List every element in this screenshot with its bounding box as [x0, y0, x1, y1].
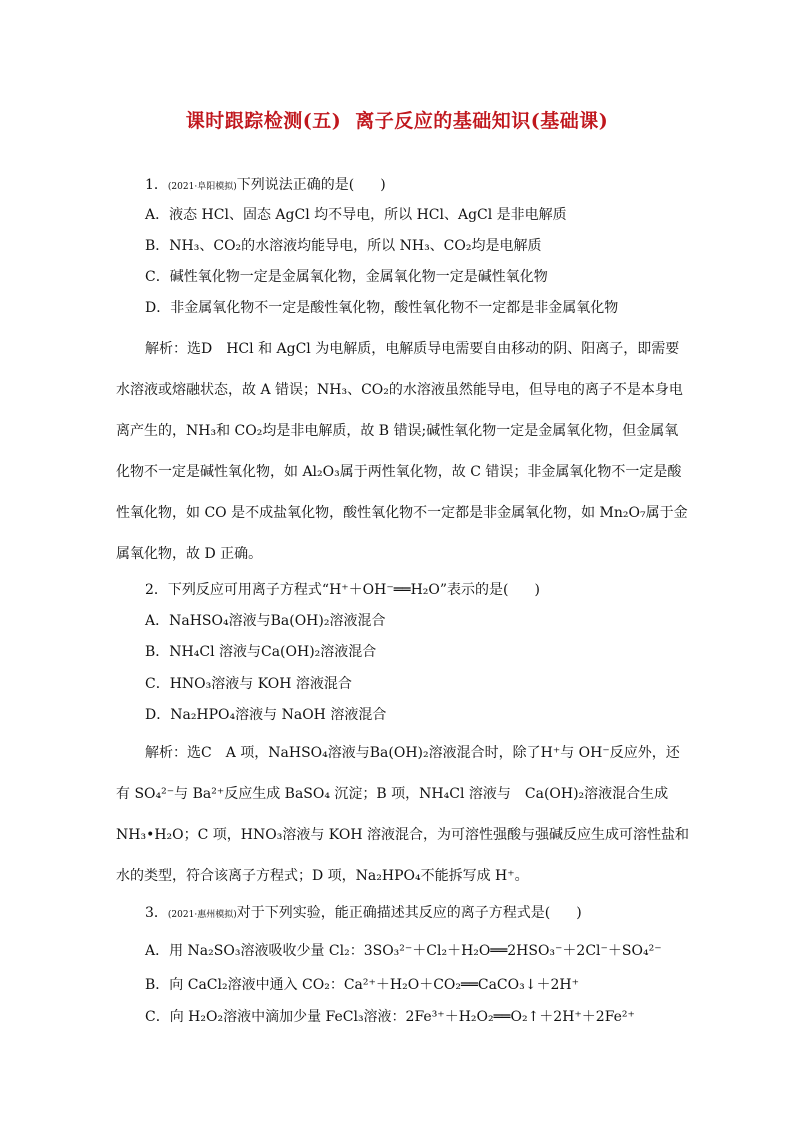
question-1-option-c: C．碱性氧化物一定是金属氧化物，金属氧化物一定是碱性氧化物 — [145, 269, 548, 285]
question-1-analysis-line: 解析：选D HCl 和 AgCl 为电解质，电解质导电需要自由移动的阴、阳离子，即需要 — [145, 341, 680, 357]
question-1-stem: 1．(2021·阜阳模拟)下列说法正确的是( ) — [145, 177, 386, 193]
question-3-stem: 3．(2021·惠州模拟)对于下列实验，能正确描述其反应的离子方程式是( ) — [145, 905, 582, 921]
question-2-option-b: B．NH₄Cl 溶液与Ca(OH)₂溶液混合 — [145, 644, 377, 660]
question-2-option-a: A．NaHSO₄溶液与Ba(OH)₂溶液混合 — [145, 613, 386, 629]
question-1-source: (2021·阜阳模拟) — [167, 182, 237, 192]
page-title — [0, 106, 794, 133]
title-part2: 离子反应的基础知识(基础课) — [355, 110, 609, 132]
question-3-option-b: B．向 CaCl₂溶液中通入 CO₂：Ca²⁺＋H₂O＋CO₂══CaCO₃↓＋2H⁺ — [145, 977, 579, 993]
question-2-analysis-line: 解析：选C A 项，NaHSO₄溶液与Ba(OH)₂溶液混合时，除了H⁺与 OH⁻反应外，还 — [145, 745, 680, 761]
question-2-option-d: D．Na₂HPO₄溶液与 NaOH 溶液混合 — [145, 707, 387, 723]
question-1-analysis-line: 化物不一定是碱性氧化物，如 Al₂O₃属于两性氧化物，故 C 错误；非金属氧化物不一定是酸 — [116, 464, 682, 480]
question-1-option-a: A．液态 HCl、固态 AgCl 均不导电，所以 HCl、AgCl 是非电解质 — [145, 207, 567, 223]
question-1-analysis-line: 离产生的，NH₃和 CO₂均是非电解质，故 B 错误;碱性氧化物一定是金属氧化物，但金属氧 — [116, 423, 679, 439]
question-1-analysis-line: 水溶液或熔融状态，故 A 错误；NH₃、CO₂的水溶液虽然能导电，但导电的离子不是本身电 — [116, 382, 683, 398]
question-2-option-c: C．HNO₃溶液与 KOH 溶液混合 — [145, 676, 352, 692]
question-3-option-a: A．用 Na₂SO₃溶液吸收少量 Cl₂：3SO₃²⁻＋Cl₂＋H₂O══2HSO₃⁻＋2Cl⁻＋SO₄²⁻ — [145, 943, 662, 959]
question-1-analysis-line: 属氧化物，故 D 正确。 — [116, 546, 263, 562]
question-2-stem: 2．下列反应可用离子方程式“H⁺＋OH⁻══H₂O”表示的是( ) — [145, 582, 540, 598]
question-3-source: (2021·惠州模拟) — [167, 910, 237, 920]
question-1-option-b: B．NH₃、CO₂的水溶液均能导电，所以 NH₃、CO₂均是电解质 — [145, 238, 542, 254]
question-1-option-d: D．非金属氧化物不一定是酸性氧化物，酸性氧化物不一定都是非金属氧化物 — [145, 300, 619, 316]
question-2-analysis-line: NH₃•H₂O；C 项，HNO₃溶液与 KOH 溶液混合，为可溶性强酸与强碱反应生成可溶性盐和 — [116, 827, 690, 843]
question-3-option-c: C．向 H₂O₂溶液中滴加少量 FeCl₃溶液：2Fe³⁺＋H₂O₂══O₂↑＋2H⁺＋2Fe²⁺ — [145, 1009, 635, 1025]
question-1-analysis-line: 性氧化物，如 CO 是不成盐氧化物，酸性氧化物不一定都是非金属氧化物，如 Mn₂O₇属于金 — [116, 505, 688, 521]
question-2-analysis-line: 有 SO₄²⁻与 Ba²⁺反应生成 BaSO₄ 沉淀；B 项，NH₄Cl 溶液与 Ca(OH)₂溶液混合生成 — [116, 786, 669, 802]
title-part1: 课时跟踪检测(五) — [185, 110, 342, 132]
question-2-analysis-line: 水的类型，符合该离子方程式；D 项，Na₂HPO₄不能拆写成 H⁺。 — [116, 868, 529, 884]
